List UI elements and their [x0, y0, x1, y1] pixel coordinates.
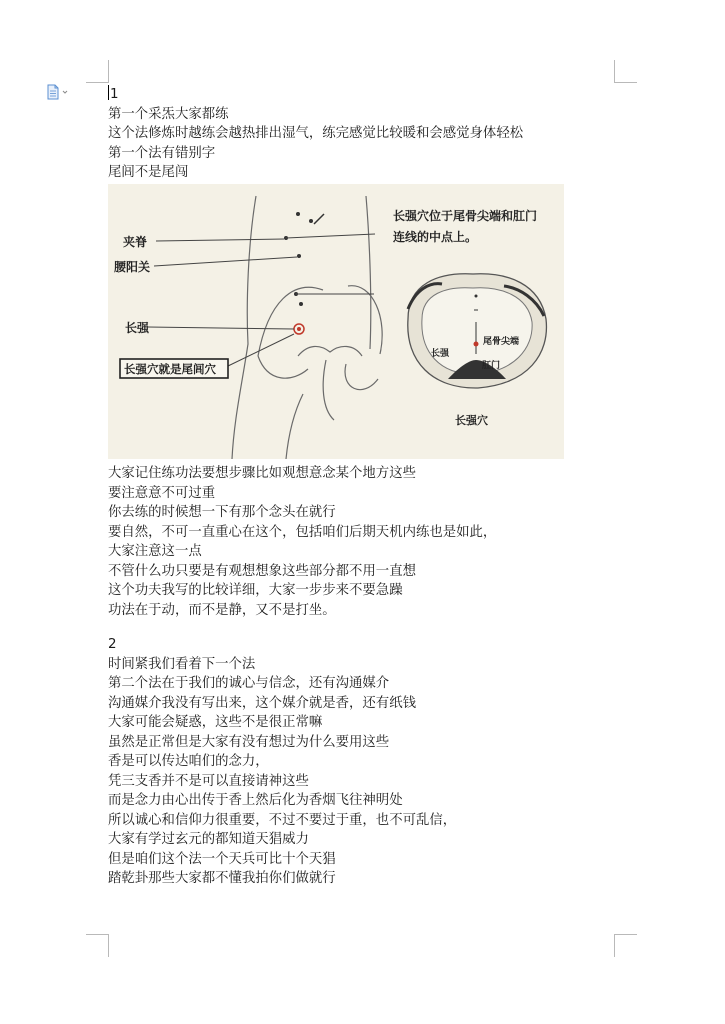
paragraph-line: 虽然是正常但是大家有没有想过为什么要用这些 — [108, 734, 390, 750]
paragraph-line: 大家可能会疑惑，这些不是很正常嘛 — [108, 715, 323, 730]
pelvis-inset-diagram — [408, 274, 547, 388]
paragraph-line: 凭三支香并不是可以直接请神这些 — [108, 773, 309, 789]
paragraph-line: 时间紧我们看着下一个法 — [108, 656, 256, 672]
section-1 — [108, 85, 628, 183]
section-2-number: 2 — [108, 637, 117, 652]
document-options-button[interactable] — [46, 84, 72, 100]
label-yaoyangguan: 腰阳关 — [114, 260, 151, 274]
inset-label-changqiang: 长强 — [431, 349, 450, 359]
location-note-line-2: 连线的中点上。 — [393, 230, 478, 244]
paragraph-line: 沟通媒介我没有写出来，这个媒介就是香，还有纸钱 — [108, 695, 416, 711]
paragraph-line: 大家注意这一点 — [108, 544, 202, 559]
paragraph-line: 而是念力由心出传于香上然后化为香烟飞往神明处 — [108, 793, 403, 808]
page-corner-mark-bottom-left — [86, 934, 109, 957]
paragraph-line: 所以诚心和信仰力很重要，不过不要过于重，也不可乱信， — [108, 812, 457, 828]
paragraph-line: 这个法修炼时越练会越热排出湿气，练完感觉比较暖和会感觉身体轻松 — [108, 126, 524, 141]
location-note-line-1: 长强穴位于尾骨尖端和肛门 — [393, 209, 538, 223]
paragraph-line: 要注意意不可过重 — [108, 485, 216, 501]
paragraph-line: 第一个法有错别字 — [108, 145, 216, 161]
paragraph-line: 不管什么功只要是有观想想象这些部分都不用一直想 — [108, 563, 416, 579]
section-2 — [108, 635, 628, 889]
paragraph-line: 踏乾卦那些大家都不懂我拍你们做就行 — [108, 871, 336, 886]
changqiang-point-marker — [294, 324, 304, 334]
paragraph-line: 大家记住练功法要想步骤比如观想意念某个地方这些 — [108, 466, 416, 481]
paragraph-line: 功法在于动，而不是静，又不是打坐。 — [108, 602, 336, 618]
paragraph-line: 尾闾不是尾闯 — [108, 165, 189, 180]
page-corner-mark-bottom-right — [614, 934, 637, 957]
label-jiaji: 夹脊 — [123, 235, 148, 249]
acupoint-illustration — [108, 184, 564, 459]
paragraph-line: 第二个法在于我们的诚心与信念，还有沟通媒介 — [108, 676, 390, 691]
paragraph-line: 你去练的时候想一下有那个念头在就行 — [108, 505, 336, 520]
page-corner-mark-top-right — [614, 60, 637, 83]
inset-caption: 长强穴 — [455, 414, 488, 427]
paragraph-line: 这个功夫我写的比较详细，大家一步步来不要急躁 — [108, 583, 403, 598]
paragraph-line: 要自然，不可一直重心在这个，包括咱们后期天机内练也是如此， — [108, 524, 497, 540]
paragraph-line: 香是可以传达咱们的念力， — [108, 754, 269, 769]
paragraph-line: 大家有学过玄元的都知道天猖威力 — [108, 832, 309, 847]
text-cursor — [108, 85, 109, 100]
paragraph-line: 第一个采炁大家都练 — [108, 106, 229, 122]
paragraph-line: 但是咱们这个法一个天兵可比十个天猖 — [108, 851, 336, 867]
section-1-number: 1 — [110, 87, 119, 102]
acupoint-dots — [284, 212, 313, 306]
document-icon — [48, 85, 58, 99]
pointer-stroke — [314, 214, 324, 224]
page-corner-mark-top-left — [86, 60, 109, 83]
label-changqiang: 长强 — [125, 321, 150, 335]
inset-label-tailbone-tip: 尾骨尖端 — [483, 337, 520, 347]
back-body-outline — [232, 196, 382, 459]
chevron-down-icon — [63, 91, 67, 93]
inset-label-anus: 肛门 — [482, 361, 501, 371]
section-1-continued — [108, 464, 628, 620]
boxed-caption: 长强穴就是尾闾穴 — [124, 362, 216, 376]
